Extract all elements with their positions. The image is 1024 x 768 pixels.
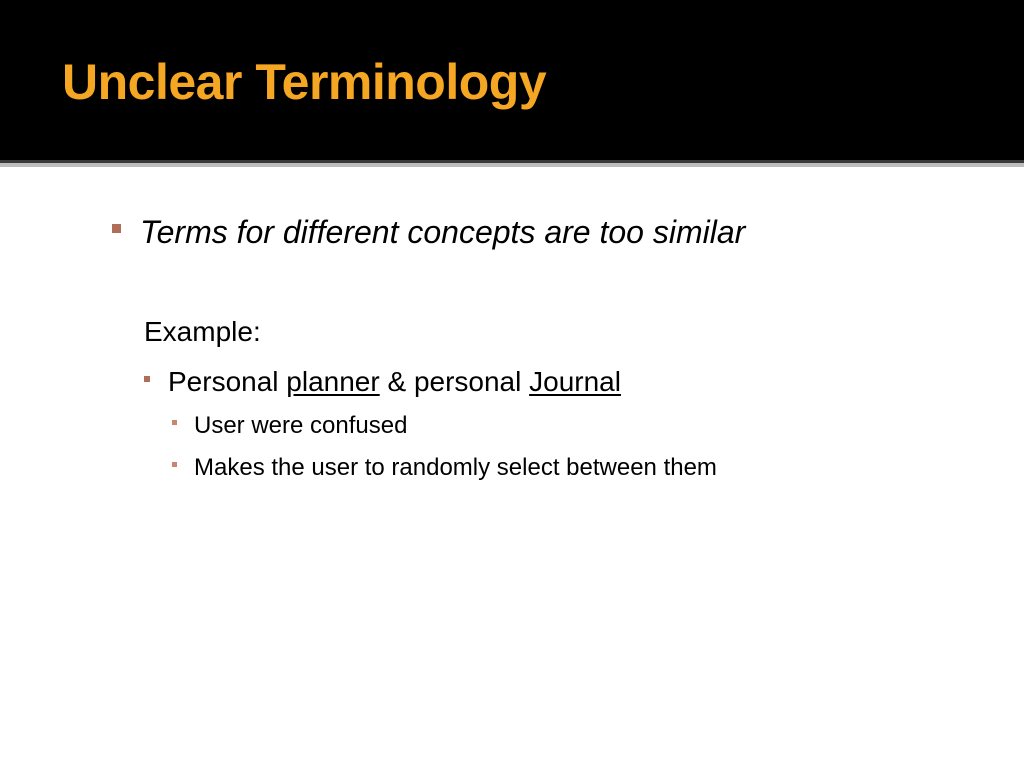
sub-bullet-item bbox=[144, 366, 621, 398]
square-bullet-icon bbox=[172, 462, 177, 467]
sub-bullet-text-part1: Personal bbox=[168, 366, 287, 397]
detail-bullet-item bbox=[172, 454, 717, 482]
main-bullet-text: Terms for different concepts are too similar bbox=[140, 214, 746, 250]
square-bullet-icon bbox=[172, 420, 177, 425]
main-bullet-item bbox=[112, 214, 745, 251]
title-bar bbox=[0, 0, 1024, 160]
sub-bullet-text-part2: & personal bbox=[379, 366, 530, 397]
square-bullet-icon bbox=[112, 224, 121, 233]
example-label: Example: bbox=[144, 316, 261, 347]
square-bullet-icon bbox=[144, 376, 150, 382]
detail-bullet-text: Makes the user to randomly select between them bbox=[194, 454, 717, 481]
title-divider-light bbox=[0, 163, 1024, 167]
sub-bullet-term-planner: planner bbox=[286, 366, 380, 397]
detail-bullet-text: User were confused bbox=[194, 412, 408, 439]
slide-title: Unclear Terminology bbox=[62, 54, 547, 110]
detail-bullet-item bbox=[172, 412, 407, 440]
sub-bullet-term-journal: Journal bbox=[529, 366, 621, 397]
